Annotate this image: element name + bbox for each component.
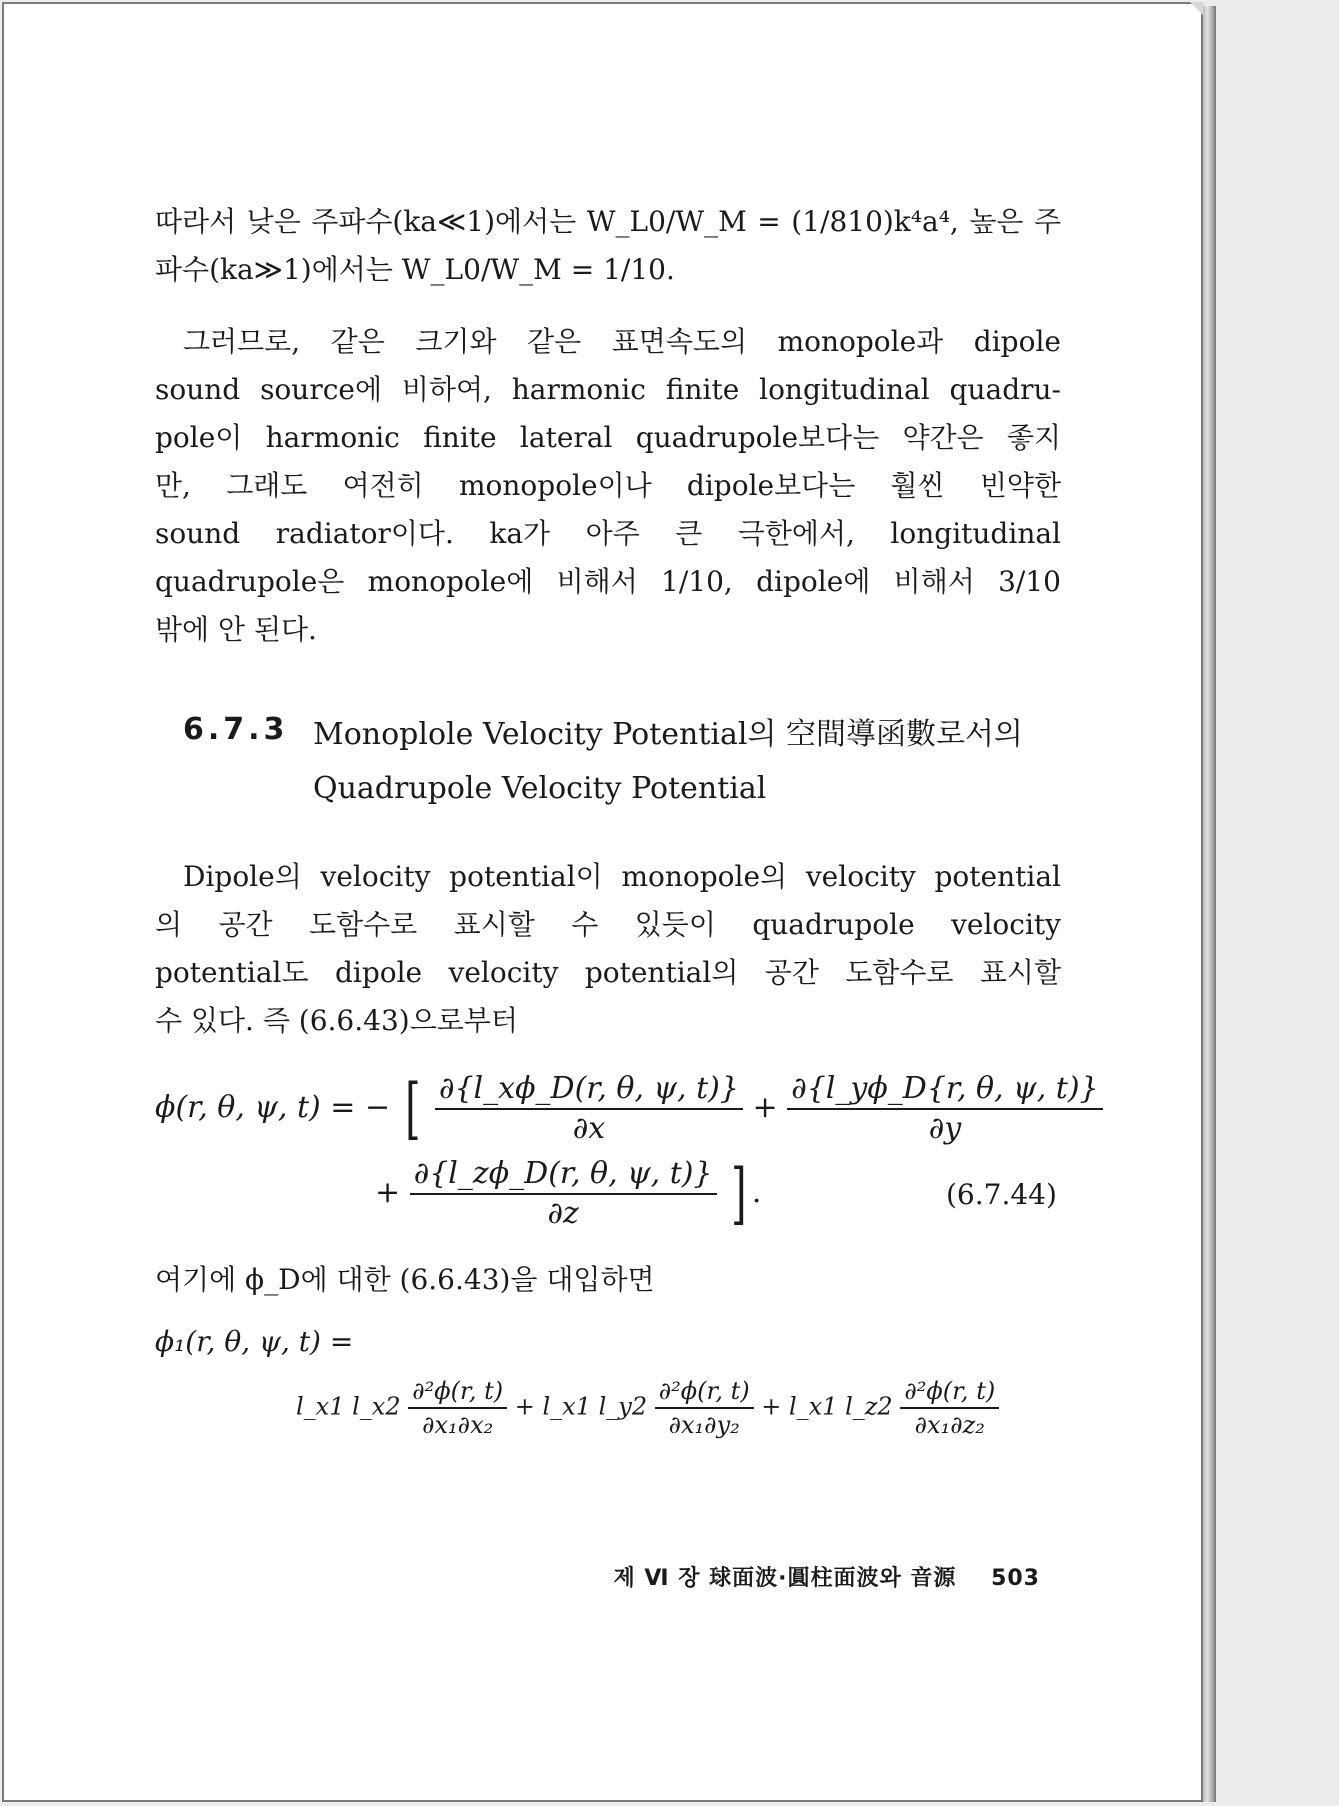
fraction-numerator: ∂{l_xϕ_D(r, θ, ψ, t)} (435, 1070, 743, 1110)
paragraph-line: 만, 그래도 여전히 monopole이나 dipole보다는 훨씬 빈약한 (155, 469, 1061, 502)
paragraph-line: sound source에 비하여, harmonic finite longitudinal quadru- (155, 373, 1061, 406)
page-number: 503 (991, 1566, 1040, 1591)
section-number: 6.7.3 (183, 712, 289, 747)
paragraph-line: Dipole의 velocity potential이 monopole의 velocity potential (183, 860, 1061, 893)
paragraph-comparison (155, 318, 1061, 654)
paragraph-line: 밖에 안 된다. (155, 613, 317, 646)
period: . (751, 1175, 762, 1210)
coefficient: l_x1 l_z2 (789, 1392, 893, 1421)
page-corner-fold (1190, 2, 1204, 16)
paragraph-line: 그러므로, 같은 크기와 같은 표면속도의 monopole과 dipole (183, 325, 1061, 358)
left-bracket: [ (404, 1070, 421, 1147)
eq-lhs: ϕ(r, θ, ψ, t) = − (155, 1090, 391, 1125)
plus-sign: + (375, 1175, 401, 1210)
fraction (435, 1070, 743, 1148)
section-title-line: Quadrupole Velocity Potential (313, 771, 767, 806)
paragraph-substitute (155, 1256, 1061, 1304)
fraction (900, 1375, 999, 1441)
page-footer (560, 1561, 1040, 1592)
paragraph-line: potential도 dipole velocity potential의 공간 도함수로 표시할 (155, 956, 1061, 989)
fraction-denominator: ∂x (572, 1111, 606, 1146)
fraction-numerator: ∂²ϕ(r, t) (900, 1375, 999, 1409)
paragraph-line: 수 있다. 즉 (6.6.43)으로부터 (155, 1004, 518, 1037)
plus-sign: + (761, 1392, 782, 1421)
equation-6-7-44-row2 (375, 1155, 761, 1233)
chapter-title: 제 Ⅵ 장 球面波·圓柱面波와 音源 (613, 1566, 957, 1591)
plus-sign: + (752, 1090, 778, 1125)
fraction-denominator: ∂x₁∂y₂ (668, 1411, 740, 1439)
fraction-numerator: ∂{l_yϕ_D{r, θ, ψ, t)} (787, 1070, 1102, 1110)
fraction-denominator: ∂x₁∂x₂ (422, 1411, 494, 1439)
paragraph-derivative (155, 853, 1061, 1045)
fraction (410, 1155, 717, 1233)
equation-phi1-lhs: ϕ₁(r, θ, ψ, t) = (155, 1325, 354, 1358)
page-edge-shadow (1203, 6, 1216, 1802)
paragraph-line: 파수(ka≫1)에서는 W_L0/W_M = 1/10. (155, 253, 675, 286)
paragraph-line: 여기에 ϕ_D에 대한 (6.6.43)을 대입하면 (155, 1263, 655, 1296)
equation-number: (6.7.44) (946, 1178, 1057, 1211)
paragraph-line: pole이 harmonic finite lateral quadrupole보다는 약간은 좋지 (155, 421, 1061, 454)
right-bracket: ] (731, 1155, 747, 1232)
paragraph-low-high-frequency (155, 198, 1061, 294)
paragraph-line: 따라서 낮은 주파수(ka≪1)에서는 W_L0/W_M = (1/810)k⁴a⁴, 높은 주 (155, 205, 1061, 238)
fraction-numerator: ∂²ϕ(r, t) (655, 1375, 754, 1409)
fraction (408, 1375, 507, 1441)
fraction-denominator: ∂y (928, 1111, 962, 1146)
section-title-line: Monoplole Velocity Potential의 空間導函數로서의 (313, 717, 1023, 752)
equation-phi1-rhs (296, 1375, 999, 1441)
fraction-denominator: ∂x₁∂z₂ (914, 1411, 985, 1439)
coefficient: l_x1 l_y2 (542, 1392, 648, 1421)
paragraph-line: quadrupole은 monopole에 비해서 1/10, dipole에 비해서 3/10 (155, 565, 1061, 598)
paragraph-line: 의 공간 도함수로 표시할 수 있듯이 quadrupole velocity (155, 908, 1061, 941)
fraction-numerator: ∂²ϕ(r, t) (408, 1375, 507, 1409)
fraction-denominator: ∂z (547, 1196, 579, 1231)
section-title (313, 708, 1063, 816)
fraction (787, 1070, 1102, 1148)
fraction (655, 1375, 754, 1441)
coefficient: l_x1 l_x2 (296, 1392, 401, 1421)
plus-sign: + (514, 1392, 535, 1421)
paragraph-line: sound radiator이다. ka가 아주 큰 극한에서, longitudinal (155, 517, 1061, 550)
fraction-numerator: ∂{l_zϕ_D(r, θ, ψ, t)} (410, 1155, 717, 1195)
equation-6-7-44-row1 (155, 1070, 1103, 1148)
